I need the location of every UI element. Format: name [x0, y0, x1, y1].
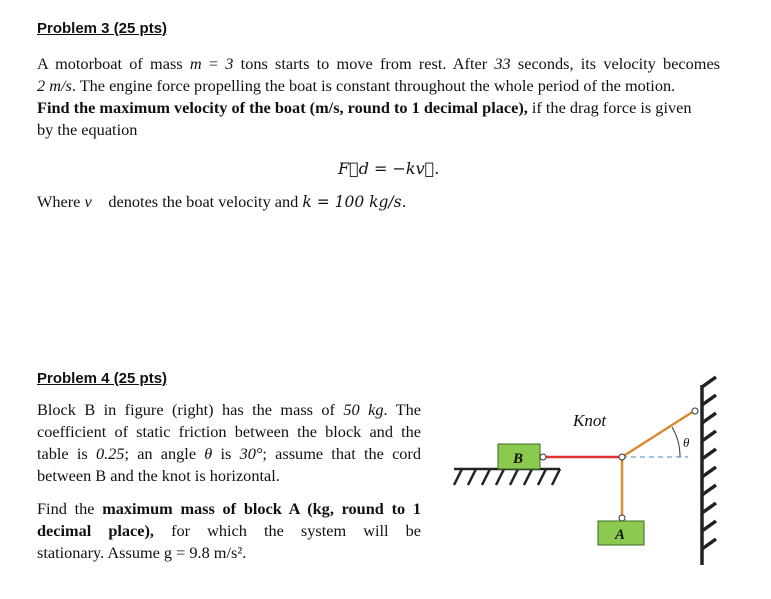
wall-pin: [692, 408, 698, 414]
knot-figure: [440, 375, 740, 575]
problem3-where: Where v⃗ denotes the boat velocity and k = 100 kg/s.: [37, 192, 407, 211]
connector-b: [540, 454, 546, 460]
problem4-heading: Problem 4 (25 pts): [37, 370, 168, 387]
block-b-label: B: [513, 451, 524, 467]
knot-label: Knot: [573, 411, 607, 430]
theta-arc: [672, 427, 680, 457]
block-a-label: A: [615, 527, 626, 543]
connector-a: [619, 515, 625, 521]
problem3-heading: Problem 3 (25 pts): [37, 20, 168, 37]
wall-hatch: [702, 377, 716, 565]
knot-point: [619, 454, 625, 460]
problem3-statement: A motorboat of mass m = 3 tons starts to move from rest. After 33 seconds, its velocity becomes 2 m/s. The engine force propelling the boat is constant throughout the whole period of the motion. Find the maximum velocity of the boat (m/s, round to 1 decimal place), if the drag force is given by the equation: [37, 54, 721, 139]
drag-force-equation: F⃗d = −kv⃗.: [338, 159, 440, 178]
problem4-question: Find the maximum mass of block A (kg, round to 1 decimal place), for which the system will be stationary. Assume g = 9.8 m/s².: [37, 499, 421, 562]
table-hatch: [454, 469, 560, 485]
problem4-statement: Block B in figure (right) has the mass of 50 kg. The coefficient of static friction between the block and the table is 0.25; an angle θ is 30°; assume that the cord between B and the knot is horizontal.: [37, 400, 421, 485]
cord-diagonal: [622, 411, 694, 457]
theta-label: θ: [683, 435, 690, 450]
